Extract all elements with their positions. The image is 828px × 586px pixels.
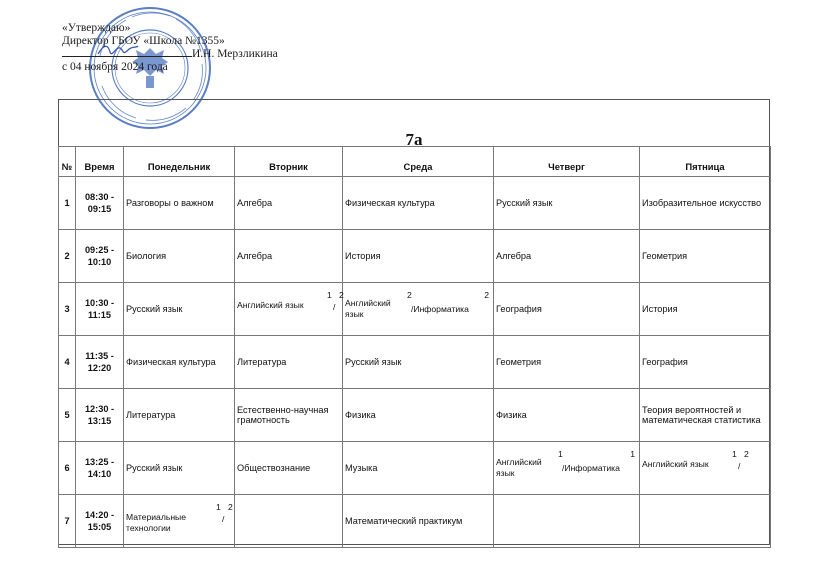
lesson-cell-fri: История bbox=[640, 283, 771, 336]
header-num: № bbox=[59, 147, 76, 177]
group-number-2: 2 bbox=[484, 290, 489, 300]
lesson-time: 08:30 - 09:15 bbox=[76, 177, 124, 230]
group-subject: Материальные технологии bbox=[126, 512, 187, 533]
approval-block bbox=[62, 22, 278, 73]
group-number-1: 2 bbox=[407, 290, 412, 300]
lesson-cell-wed: История bbox=[343, 230, 494, 283]
split-lesson bbox=[496, 443, 637, 493]
split-lesson bbox=[642, 443, 768, 493]
lesson-cell-tue bbox=[235, 495, 343, 548]
lesson-time: 10:30 - 11:15 bbox=[76, 283, 124, 336]
group-separator: / bbox=[333, 302, 336, 312]
lesson-cell-thu: Русский язык bbox=[494, 177, 640, 230]
lesson-time: 11:35 - 12:20 bbox=[76, 336, 124, 389]
lesson-cell-mon: Разговоры о важном bbox=[124, 177, 235, 230]
approval-director: Директор ГБОУ «Школа №1355» bbox=[62, 34, 225, 47]
lesson-cell-mon: Русский язык bbox=[124, 283, 235, 336]
group-number-2: 2 bbox=[339, 290, 344, 300]
lesson-cell-tue: Алгебра bbox=[235, 177, 343, 230]
group-subject: Английский язык bbox=[237, 300, 304, 310]
lesson-cell-wed: Физическая культура bbox=[343, 177, 494, 230]
group-number-1: 1 bbox=[327, 290, 332, 300]
lesson-cell-fri: Геометрия bbox=[640, 230, 771, 283]
lesson-cell-wed: Математический практикум bbox=[343, 495, 494, 548]
lesson-cell-thu: Алгебра bbox=[494, 230, 640, 283]
approval-date: с 04 ноября 2024 года bbox=[62, 60, 168, 73]
table-row bbox=[59, 177, 771, 230]
lesson-number: 6 bbox=[59, 442, 76, 495]
group-subject-2: /Информатика bbox=[562, 463, 620, 473]
lesson-cell-wed: Музыка bbox=[343, 442, 494, 495]
approval-signature-line bbox=[62, 47, 278, 61]
table-row bbox=[59, 336, 771, 389]
group-number-1: 1 bbox=[732, 449, 737, 459]
header-monday: Понедельник bbox=[124, 147, 235, 177]
lesson-cell-fri bbox=[640, 495, 771, 548]
table-row bbox=[59, 389, 771, 442]
group-number-2: 2 bbox=[228, 502, 233, 512]
lesson-cell-fri: География bbox=[640, 336, 771, 389]
lesson-cell-tue: Алгебра bbox=[235, 230, 343, 283]
lesson-cell-mon bbox=[124, 495, 235, 548]
lesson-time: 14:20 - 15:05 bbox=[76, 495, 124, 548]
lesson-cell-fri: Изобразительное искусство bbox=[640, 177, 771, 230]
table-row bbox=[59, 495, 771, 548]
schedule-table bbox=[58, 146, 771, 548]
lesson-cell-tue bbox=[235, 283, 343, 336]
lesson-cell-wed: Физика bbox=[343, 389, 494, 442]
lesson-cell-tue: Литература bbox=[235, 336, 343, 389]
lesson-cell-thu: Геометрия bbox=[494, 336, 640, 389]
header-thursday: Четверг bbox=[494, 147, 640, 177]
lesson-cell-mon: Литература bbox=[124, 389, 235, 442]
lesson-cell-tue: Естественно-научная грамотность bbox=[235, 389, 343, 442]
lesson-cell-thu: География bbox=[494, 283, 640, 336]
lesson-time: 09:25 - 10:10 bbox=[76, 230, 124, 283]
split-lesson bbox=[126, 496, 232, 546]
lesson-cell-thu bbox=[494, 495, 640, 548]
lesson-number: 5 bbox=[59, 389, 76, 442]
lesson-cell-fri: Теория вероятностей и математическая статистика bbox=[640, 389, 771, 442]
lesson-cell-thu: Физика bbox=[494, 389, 640, 442]
lesson-cell-mon: Русский язык bbox=[124, 442, 235, 495]
class-title: 7а bbox=[405, 130, 423, 149]
group-number-2: 1 bbox=[630, 449, 635, 459]
header-time: Время bbox=[76, 147, 124, 177]
split-lesson bbox=[345, 284, 491, 334]
header-row bbox=[59, 147, 771, 177]
lesson-time: 13:25 - 14:10 bbox=[76, 442, 124, 495]
lesson-number: 7 bbox=[59, 495, 76, 548]
group-number-1: 1 bbox=[216, 502, 221, 512]
table-row bbox=[59, 230, 771, 283]
lesson-number: 4 bbox=[59, 336, 76, 389]
lesson-cell-wed: Русский язык bbox=[343, 336, 494, 389]
group-number-1: 1 bbox=[558, 449, 563, 459]
group-separator: / bbox=[222, 514, 225, 524]
group-subject-1: Английский язык bbox=[496, 457, 542, 478]
lesson-cell-mon: Физическая культура bbox=[124, 336, 235, 389]
group-subject-2: /Информатика bbox=[411, 304, 469, 314]
header-wednesday: Среда bbox=[343, 147, 494, 177]
lesson-time: 12:30 - 13:15 bbox=[76, 389, 124, 442]
split-lesson bbox=[237, 284, 344, 334]
group-subject-1: Английский язык bbox=[345, 298, 391, 319]
header-friday: Пятница bbox=[640, 147, 771, 177]
signature-underline bbox=[62, 47, 192, 57]
lesson-number: 3 bbox=[59, 283, 76, 336]
lesson-cell-mon: Биология bbox=[124, 230, 235, 283]
lesson-cell-tue: Обществознание bbox=[235, 442, 343, 495]
table-row bbox=[59, 283, 771, 336]
group-subject: Английский язык bbox=[642, 459, 709, 469]
lesson-cell-thu bbox=[494, 442, 640, 495]
group-separator: / bbox=[738, 461, 741, 471]
lesson-number: 1 bbox=[59, 177, 76, 230]
group-number-2: 2 bbox=[744, 449, 749, 459]
header-tuesday: Вторник bbox=[235, 147, 343, 177]
approval-heading: «Утверждаю» bbox=[62, 22, 131, 34]
table-row bbox=[59, 442, 771, 495]
lesson-number: 2 bbox=[59, 230, 76, 283]
approval-name: И.Н. Мерзликина bbox=[192, 48, 278, 60]
lesson-cell-wed bbox=[343, 283, 494, 336]
lesson-cell-fri bbox=[640, 442, 771, 495]
